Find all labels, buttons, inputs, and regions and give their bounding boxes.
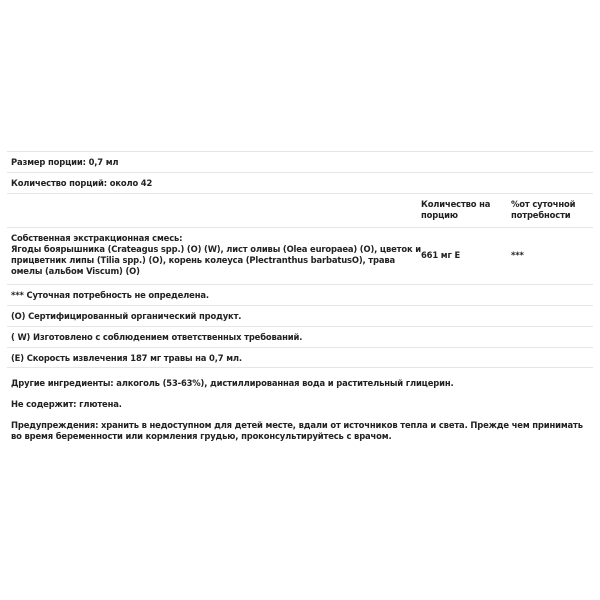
warnings: Предупреждения: хранить в недоступном для детей месте, вдали от источников тепла и света. Прежде чем принимать во время беременности или кормления грудью, проконсультируйтесь с врачом. — [11, 420, 583, 441]
proprietary-blend-row — [7, 227, 593, 284]
blend-daily-value: *** — [511, 250, 524, 260]
free-of: Не содержит: глютена. — [11, 399, 122, 409]
product-notes — [7, 378, 593, 452]
blend-description — [11, 233, 421, 277]
header-daily-value: %от суточной потребности — [511, 199, 576, 220]
serving-size-row — [7, 151, 593, 172]
footnote-row — [7, 284, 593, 305]
footnote-wildcrafted: ( W) Изготовлено с соблюдением ответственных требований. — [11, 332, 303, 342]
footnote-row — [7, 326, 593, 347]
footnote-organic: (O) Сертифицированный органический продукт. — [11, 311, 242, 321]
footnote-extraction-rate: (E) Скорость извлечения 187 мг травы на 0,7 мл. — [11, 352, 242, 363]
servings-per-container: Количество порций: около 42 — [11, 178, 153, 188]
servings-per-container-row — [7, 172, 593, 193]
footnote-row — [7, 347, 593, 368]
table-header-row — [7, 193, 593, 227]
footnote-row — [7, 305, 593, 326]
footnote-daily-value-not-established: *** Суточная потребность не определена. — [11, 290, 209, 300]
blend-title: Собственная экстракционная смесь: — [11, 233, 183, 243]
blend-amount: 661 мг E — [421, 250, 461, 260]
supplement-facts-table — [7, 151, 593, 368]
other-ingredients: Другие ингредиенты: алкоголь (53-63%), дистиллированная вода и растительный глицерин. — [11, 378, 454, 388]
header-amount-per-serving: Количество на порцию — [421, 199, 491, 220]
blend-ingredients: Ягоды боярышника (Crateagus spp.) (O) (W), лист оливы (Olea europaea) (O), цветок и прицветник липы (Tilia spp.) (O), корень колеуса (Plectranthus barbatusO), трава омелы (альбом Viscum) (O) — [11, 244, 421, 276]
serving-size: Размер порции: 0,7 мл — [11, 157, 119, 167]
